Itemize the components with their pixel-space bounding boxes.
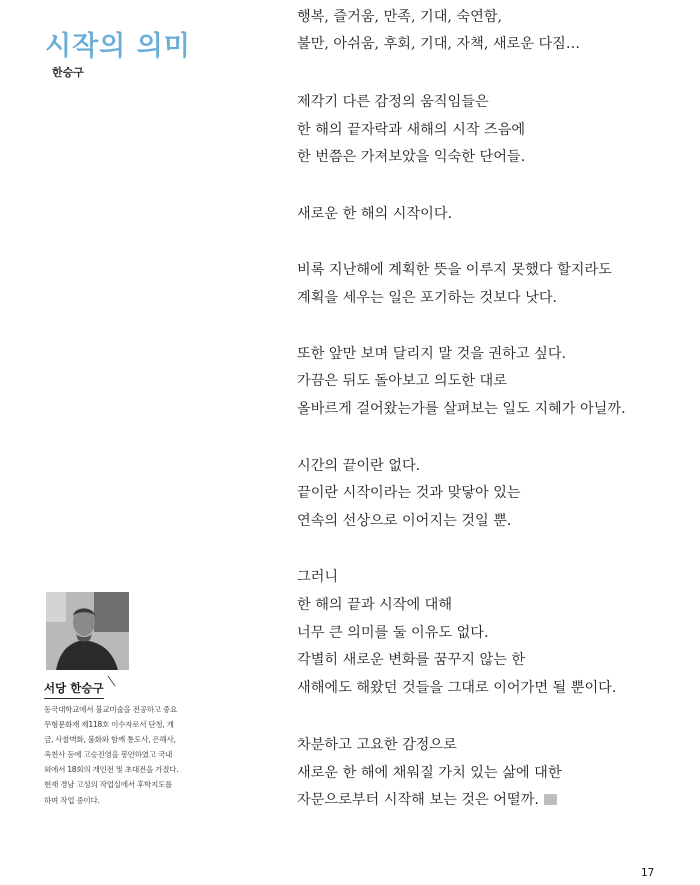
poem-line: 새해에도 해왔던 것들을 그대로 이어가면 될 뿐이다. (297, 680, 617, 696)
bio-name-divider (107, 676, 125, 686)
poem-line: 차분하고 고요한 감정으로 (297, 737, 457, 753)
poem-line: 올바르게 걸어왔는가를 살펴보는 일도 지혜가 아닐까. (297, 401, 626, 417)
page-number: 17 (641, 867, 655, 879)
author-photo (46, 592, 129, 670)
author-name: 한승구 (52, 66, 84, 79)
poem-line: 끝이란 시작이라는 것과 맞닿아 있는 (297, 485, 521, 501)
bio-text (44, 702, 224, 808)
bio-line: 현재 경남 고성의 작업실에서 후학지도를 (44, 780, 173, 790)
poem-line: 새로운 한 해에 채워질 가치 있는 삶에 대한 (297, 765, 562, 781)
poem-line: 너무 큰 의미를 둘 이유도 없다. (297, 625, 489, 641)
poem-line: 행복, 즐거움, 만족, 기대, 숙연함, (297, 9, 503, 25)
poem-line: 한 해의 끝과 시작에 대해 (297, 597, 453, 613)
end-mark-icon (544, 794, 557, 805)
poem-line: 또한 앞만 보며 달리지 말 것을 권하고 싶다. (297, 346, 567, 362)
poem-final-line (297, 789, 557, 809)
poem-line: 시간의 끝이란 없다. (297, 458, 421, 474)
poem-line: 연속의 선상으로 이어지는 것일 뿐. (297, 513, 512, 529)
bio-name: 서당 한승구 (44, 680, 104, 699)
poem-line: 가끔은 뒤도 돌아보고 의도한 대로 (297, 373, 507, 389)
poem-line: 자문으로부터 시작해 보는 것은 어떨까. (297, 792, 539, 808)
poem-line: 제각기 다른 감정의 움직임들은 (297, 94, 489, 110)
poem-line: 그러니 (297, 569, 339, 585)
bio-line: 하며 작업 중이다. (44, 795, 100, 805)
poem-line: 비록 지난해에 계획한 뜻을 이루지 못했다 할지라도 (297, 262, 612, 278)
poem-line: 불만, 아쉬움, 후회, 기대, 자책, 새로운 다짐… (297, 36, 581, 52)
bio-line: 무형문화재 제118호 이수자로서 단청, 개 (44, 720, 174, 730)
poem-line: 새로운 한 해의 시작이다. (297, 206, 453, 222)
bio-line: 금, 사찰벽화, 불화와 함께 통도사, 은해사, (44, 735, 176, 745)
bio-line: 외에서 18회의 개인전 및 초대전을 가졌다. (44, 765, 179, 775)
poem-line: 한 번쯤은 가져보았을 익숙한 단어들. (297, 149, 526, 165)
poem-line: 한 해의 끝자락과 새해의 시작 즈음에 (297, 122, 526, 138)
bio-line: 동국대학교에서 불교미술을 전공하고 중요 (44, 705, 177, 714)
bio-line: 옥천사 등에 고승진영을 봉안하였고 국내 (44, 750, 173, 760)
article-title: 시작의 의미 (45, 31, 191, 63)
poem-line: 각별히 새로운 변화를 꿈꾸지 않는 한 (297, 652, 526, 668)
poem-line: 계획을 세우는 일은 포기하는 것보다 낫다. (297, 290, 558, 306)
